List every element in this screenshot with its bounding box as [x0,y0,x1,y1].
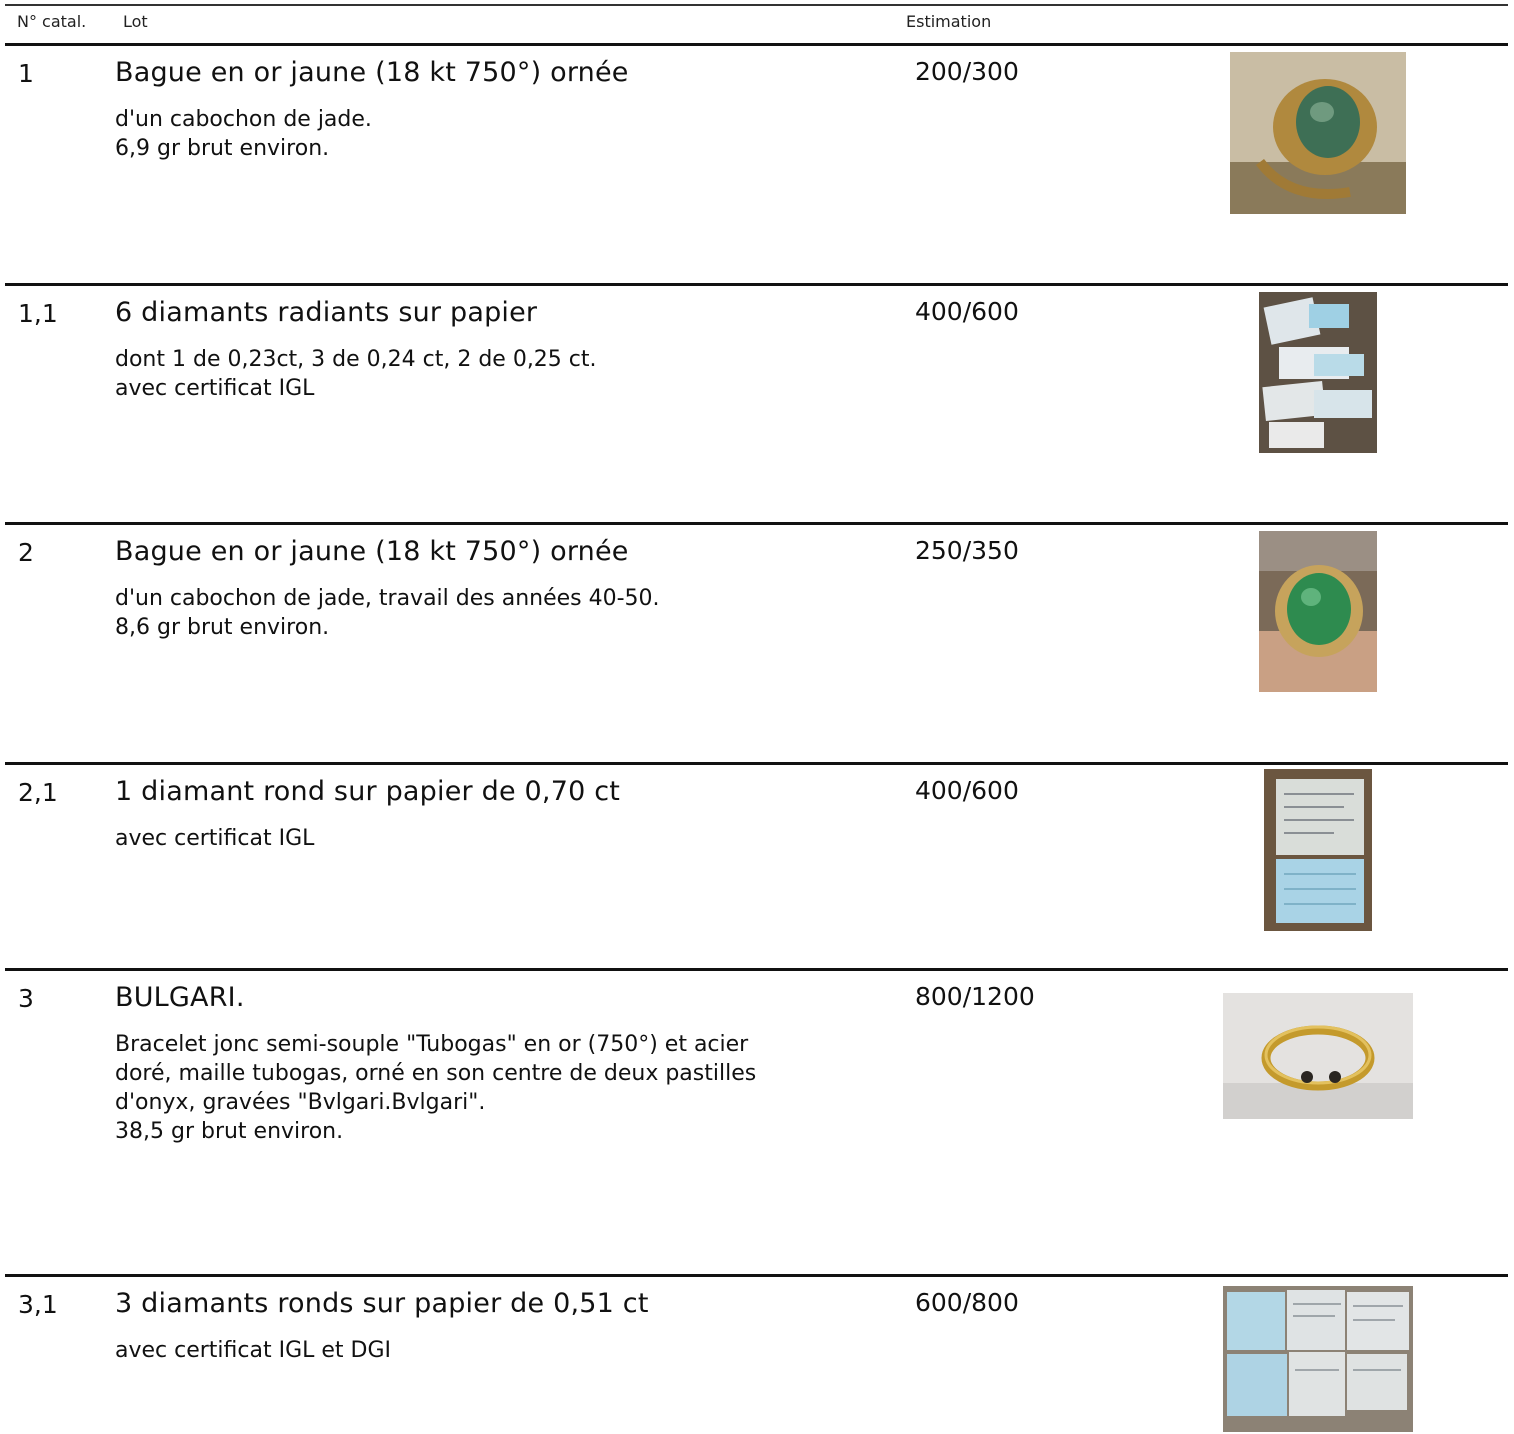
lot-title: BULGARI. [115,982,245,1013]
jade-ring-photo [1230,52,1406,214]
lot-estimate: 600/800 [915,1288,1019,1317]
header-catalog-number: N° catal. [17,12,87,31]
lot-description [115,105,885,163]
lot-number: 3 [18,984,34,1013]
row-divider [5,283,1508,286]
lot-description-line: d'onyx, gravées "Bvlgari.Bvlgari". [115,1090,486,1115]
lot-estimate: 250/350 [915,536,1019,565]
lot-description-line: 38,5 gr brut environ. [115,1119,344,1144]
lot-description [115,345,885,403]
lot-description [115,1030,885,1146]
lot-description-line: 8,6 gr brut environ. [115,615,330,640]
jade-ring-photo [1259,531,1377,692]
lot-description [115,824,885,853]
lot-description-line: avec certificat IGL et DGI [115,1338,392,1363]
lot-estimate: 200/300 [915,57,1019,86]
diamond-papers-photo [1259,292,1377,453]
lot-description-line: dont 1 de 0,23ct, 3 de 0,24 ct, 2 de 0,25 ct. [115,347,597,372]
lot-description-line: doré, maille tubogas, orné en son centre de deux pastilles [115,1061,757,1086]
lot-number: 1,1 [18,299,58,328]
lot-row [5,43,1508,283]
lot-title: 3 diamants ronds sur papier de 0,51 ct [115,1288,649,1319]
row-divider [5,522,1508,525]
lot-description-line: avec certificat IGL [115,826,315,851]
lot-row [5,283,1508,523]
certificates-photo [1223,1286,1413,1432]
lot-description-line: Bracelet jonc semi-souple "Tubogas" en or (750°) et acier [115,1032,749,1057]
lot-title: 1 diamant rond sur papier de 0,70 ct [115,776,621,807]
header-estimation: Estimation [906,12,992,31]
lot-row [5,762,1508,967]
header-lot: Lot [123,12,148,31]
lot-description-line: 6,9 gr brut environ. [115,136,330,161]
lot-estimate: 400/600 [915,776,1019,805]
row-divider [5,43,1508,46]
row-divider [5,1274,1508,1277]
lot-title: Bague en or jaune (18 kt 750°) ornée [115,536,629,567]
lot-number: 3,1 [18,1290,58,1319]
gold-bracelet-photo [1223,993,1413,1119]
lot-number: 1 [18,59,34,88]
lot-title: Bague en or jaune (18 kt 750°) ornée [115,57,629,88]
lot-description-line: avec certificat IGL [115,376,315,401]
header-top-rule [5,4,1508,6]
lot-number: 2,1 [18,778,58,807]
certificate-photo [1264,769,1372,931]
lot-row [5,1274,1508,1434]
lot-description [115,1336,885,1365]
lot-title: 6 diamants radiants sur papier [115,297,538,328]
lot-row [5,522,1508,762]
lot-number: 2 [18,538,34,567]
lot-description-line: d'un cabochon de jade, travail des années 40-50. [115,586,660,611]
row-divider [5,762,1508,765]
lot-estimate: 400/600 [915,297,1019,326]
lot-description-line: d'un cabochon de jade. [115,107,372,132]
lot-description [115,584,885,642]
lot-row [5,968,1508,1274]
lot-estimate: 800/1200 [915,982,1035,1011]
row-divider [5,968,1508,971]
